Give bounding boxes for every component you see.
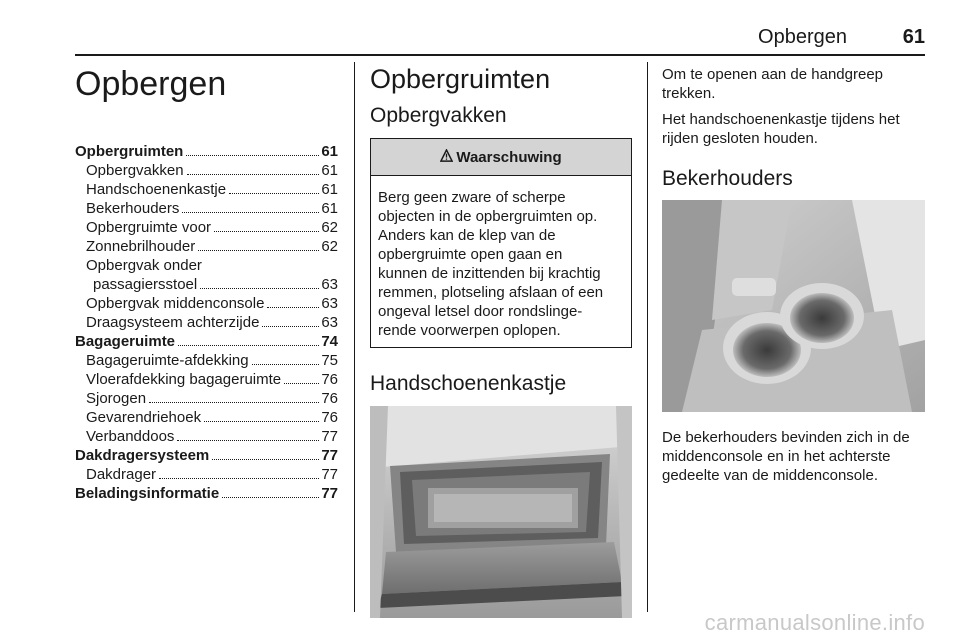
warning-line: opbergruimte open gaan en [378, 246, 563, 263]
toc-entry-page: 76 [321, 390, 338, 407]
toc-chapter-entry [75, 484, 338, 503]
toc-chapter-entry [75, 446, 338, 465]
toc-entry-label: Bagageruimte-afdekking [86, 352, 249, 369]
toc-chapter-entry [75, 142, 338, 161]
warning-title: Waarschuwing [456, 148, 562, 166]
toc-entry [75, 408, 338, 427]
cupholder-photo [662, 200, 925, 412]
toc-entry-label: Opbergruimte voor [86, 219, 212, 236]
cupholder-caption [662, 428, 925, 485]
toc-entry [75, 351, 338, 370]
text-line: Het handschoenenkastje tijdens het [662, 111, 900, 128]
toc-entry-page: 74 [321, 333, 338, 350]
toc-entry-page: 61 [321, 143, 338, 160]
toc-entry-label: Opbergruimten [75, 143, 184, 160]
toc-entry: Opbergvak onder [86, 257, 202, 274]
text-line: Om te openen aan de handgreep [662, 66, 884, 83]
toc-entry-label: Bagageruimte [75, 333, 176, 350]
toc-column [75, 62, 338, 503]
toc-leader-dots [229, 193, 319, 194]
toc-chapter-entry [75, 332, 338, 351]
warning-text [371, 176, 631, 347]
column-divider-right [647, 62, 648, 612]
header-rule [75, 54, 925, 56]
toc-leader-dots [149, 402, 319, 403]
toc-leader-dots [252, 364, 320, 365]
warning-line: ongeval letsel door rondslinge- [378, 303, 583, 320]
toc-entry [75, 218, 338, 237]
toc-entry [75, 465, 338, 484]
toc-entry-page: 76 [321, 371, 338, 388]
toc-entry-label: Sjorogen [86, 390, 147, 407]
toc-leader-dots [214, 231, 319, 232]
toc-entry [75, 180, 338, 199]
toc-entry-page: 76 [321, 409, 338, 426]
glovebox-photo [370, 406, 632, 618]
toc-leader-dots [178, 345, 319, 346]
text-line: middenconsole en in het achterste [662, 448, 891, 465]
toc-entry-page: 61 [321, 181, 338, 198]
toc-entry-page: 77 [321, 466, 338, 483]
toc-entry-label: Opbergvak middenconsole [86, 295, 265, 312]
toc-leader-dots [284, 383, 319, 384]
toc-leader-dots [159, 478, 319, 479]
toc-entry-page: 63 [321, 314, 338, 331]
toc-leader-dots [186, 155, 319, 156]
toc-leader-dots [262, 326, 319, 327]
toc-entry-page: 77 [321, 485, 338, 502]
header-section-title: Opbergen [758, 26, 847, 48]
text-line: rijden gesloten houden. [662, 130, 818, 147]
text-line: gedeelte van de middenconsole. [662, 467, 878, 484]
watermark-text: carmanualsonline.info [704, 610, 925, 635]
glovebox-open-text [662, 65, 925, 103]
warning-line: remmen, plotseling afslaan of een [378, 284, 604, 301]
toc-entry-label: Zonnebrilhouder [86, 238, 196, 255]
toc-leader-dots [212, 459, 319, 460]
toc-entry [75, 370, 338, 389]
warning-header [371, 139, 631, 176]
storage-column [370, 62, 632, 618]
toc-entry-page: 61 [321, 162, 338, 179]
toc-leader-dots [204, 421, 319, 422]
toc-entry-label: Bekerhouders [86, 200, 180, 217]
toc-entry-page: 62 [321, 219, 338, 236]
warning-line: Berg geen zware of scherpe [378, 189, 566, 206]
subsection-heading-handschoenenkastje: Handschoenenkastje [370, 372, 567, 395]
toc-entry [75, 199, 338, 218]
toc-entry-page: 63 [321, 276, 338, 293]
toc-entry [75, 389, 338, 408]
toc-entry-label: passagiersstoel [93, 276, 198, 293]
toc-entry-label: Opbergvakken [86, 162, 184, 179]
warning-box [370, 138, 632, 348]
warning-line: objecten in de opbergruimten op. [378, 208, 598, 225]
toc-entry-label: Gevarendriehoek [86, 409, 202, 426]
toc-leader-dots [200, 288, 319, 289]
header-page-number: 61 [902, 26, 925, 48]
glovebox-closed-text [662, 110, 925, 148]
toc-entry [75, 161, 338, 180]
warning-line: Anders kan de klep van de [378, 227, 556, 244]
toc-entry-label: Beladingsinformatie [75, 485, 220, 502]
toc-entry-label: Verbanddoos [86, 428, 175, 445]
toc-entry-page: 61 [321, 200, 338, 217]
cupholder-column [662, 62, 925, 485]
toc-entry-label: Draagsysteem achterzijde [86, 314, 260, 331]
page-header [75, 26, 925, 54]
toc-entry [75, 313, 338, 332]
warning-line: rende voorwerpen oplopen. [378, 322, 561, 339]
toc-leader-dots [187, 174, 320, 175]
toc-entry-label: Vloerafdekking bagageruimte [86, 371, 282, 388]
toc-leader-dots [222, 497, 319, 498]
toc-entry-page: 62 [321, 238, 338, 255]
table-of-contents [75, 142, 338, 503]
subsection-heading-bekerhouders: Bekerhouders [662, 167, 793, 190]
toc-leader-dots [198, 250, 319, 251]
toc-entry-page: 75 [321, 352, 338, 369]
toc-entry [75, 275, 338, 294]
text-line: trekken. [662, 85, 716, 102]
warning-line: kunnen de inzittenden bij krachtig [378, 265, 601, 282]
toc-leader-dots [182, 212, 319, 213]
toc-entry-page: 77 [321, 447, 338, 464]
subsection-heading-opbergvakken: Opbergvakken [370, 104, 507, 127]
toc-entry-label: Handschoenenkastje [86, 181, 227, 198]
warning-triangle-icon [440, 149, 453, 166]
section-heading: Opbergruimten [370, 64, 551, 94]
toc-leader-dots [177, 440, 319, 441]
toc-leader-dots [267, 307, 319, 308]
chapter-title: Opbergen [75, 65, 227, 103]
toc-entry-label: Dakdragersysteem [75, 447, 210, 464]
column-divider-left [354, 62, 355, 612]
toc-entry [75, 237, 338, 256]
toc-entry-page: 63 [321, 295, 338, 312]
toc-entry-label: Dakdrager [86, 466, 157, 483]
toc-entry-page: 77 [321, 428, 338, 445]
toc-entry [75, 427, 338, 446]
toc-entry [75, 294, 338, 313]
text-line: De bekerhouders bevinden zich in de [662, 429, 910, 446]
